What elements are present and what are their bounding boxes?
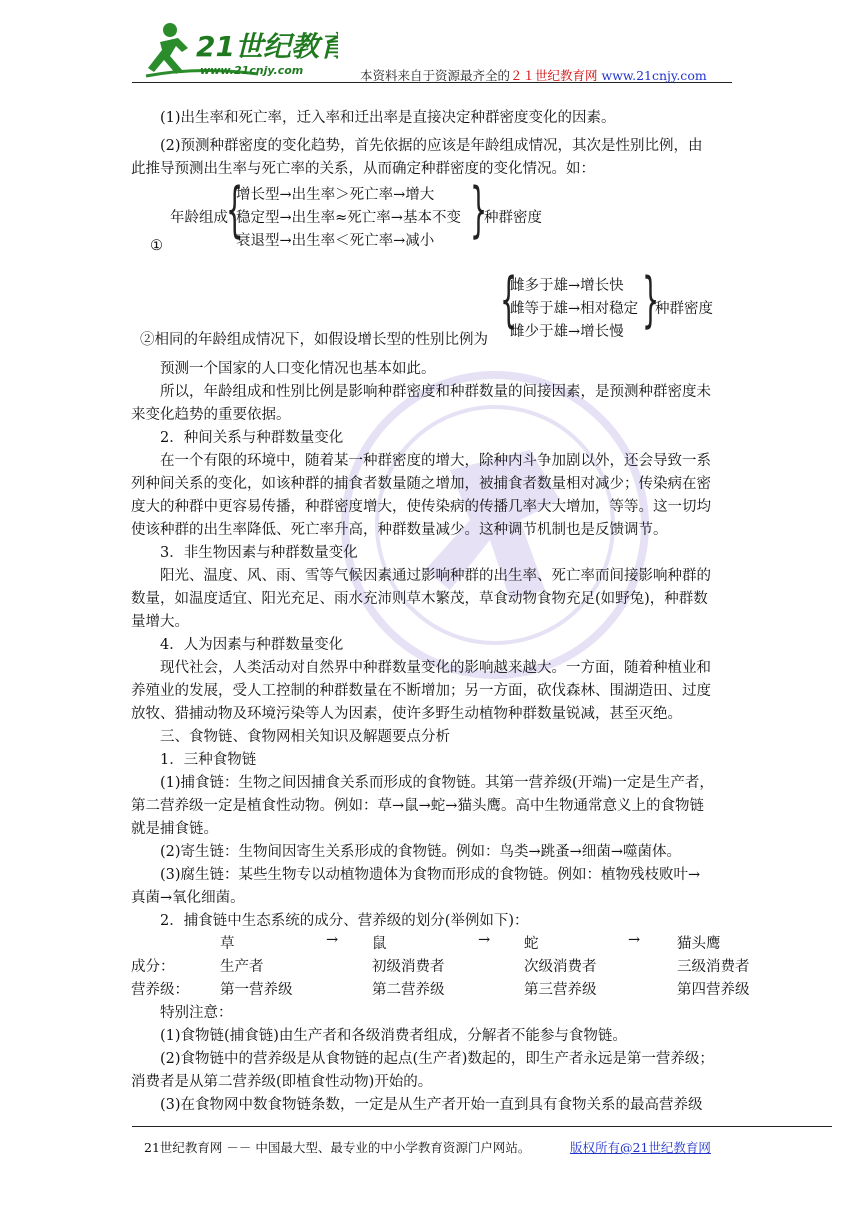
diagram-row: 雌多于雄→增长快 [510,278,624,294]
copyright-link[interactable]: 版权所有@21世纪教育网 [570,1140,711,1155]
arrow-icon: → [478,932,491,948]
source-prefix: 本资料来自于资源最齐全的 [360,68,511,83]
paragraph: (1)食物链(捕食链)由生产者和各级消费者组成，分解者不能参与食物链。 [160,1028,627,1044]
section-heading: 3．非生物因素与种群数量变化 [160,545,358,561]
diagram-row: 衰退型→出生率＜死亡率→减小 [236,233,435,249]
row-label: 成分： [131,959,175,975]
organism-cell: 蛇 [524,936,539,952]
source-site-link[interactable]: ２１世纪教育网 [510,68,598,83]
paragraph: 预测一个国家的人口变化情况也基本如此。 [160,361,436,377]
age-structure-label: 年龄组成 [170,210,228,226]
diagram-row: 增长型→出生率＞死亡率→增大 [236,187,435,203]
paragraph: 真菌→氧化细菌。 [131,890,245,906]
component-cell: 三级消费者 [677,959,750,975]
section-heading: 1．三种食物链 [160,752,257,768]
paragraph: 养殖业的发展，受人工控制的种群数量在不断增加；另一方面，砍伐森林、围湖造田、过度 [131,683,711,699]
paragraph: (1)捕食链：生物之间因捕食关系而形成的食物链。其第一营养级(开端)一定是生产者， [160,775,714,791]
paragraph: 所以，年龄组成和性别比例是影响种群密度和种群数量的间接因素，是预测种群密度未 [160,384,711,400]
right-brace-icon: } [642,265,660,335]
paragraph: 数量，如温度适宜、阳光充足、雨水充沛则草木繁茂，草食动物食物充足(如野兔)，种群数 [131,591,708,607]
diagram-row: 稳定型→出生率≈死亡率→基本不变 [236,210,461,226]
marker-one: ① [150,238,163,254]
component-cell: 生产者 [220,959,264,975]
left-brace-icon: { [500,265,518,335]
paragraph: 量增大。 [131,614,189,630]
paragraph: 消费者是从第二营养级(即植食性动物)开始的。 [131,1074,433,1090]
level-cell: 第三营养级 [524,982,597,998]
arrow-icon: → [628,932,641,948]
paragraph: (3)在食物网中数食物链条数，一定是从生产者开始一直到具有食物关系的最高营养级 [160,1097,703,1113]
paragraph: 放牧、猎捕动物及环境污染等人为因素，使许多野生动植物种群数量锐减，甚至灭绝。 [131,706,682,722]
right-brace-icon: } [470,175,488,245]
note-heading: 特别注意： [160,1005,233,1021]
organism-cell: 猫头鹰 [677,936,721,952]
paragraph: (2)食物链中的营养级是从食物链的起点(生产者)数起的，即生产者永远是第一营养级； [160,1051,714,1067]
section-heading: 2．种间关系与种群数量变化 [160,430,344,446]
paragraph: 第二营养级一定是植食性动物。例如：草→鼠→蛇→猫头鹰。高中生物通常意义上的食物链 [131,798,704,814]
source-note [360,66,707,84]
section-heading: 三、食物链、食物网相关知识及解题要点分析 [160,729,450,745]
footer-text: 21世纪教育网 －－ 中国最大型、最专业的中小学教育资源门户网站。 [144,1140,531,1155]
section-heading: 4．人为因素与种群数量变化 [160,637,344,653]
row-label: 营养级： [131,982,189,998]
component-cell: 初级消费者 [372,959,445,975]
paragraph: 阳光、温度、风、雨、雪等气候因素通过影响种群的出生率、死亡率而间接影响种群的 [160,568,711,584]
source-url-link[interactable]: www.21cnjy.com [601,68,707,83]
paragraph: (1)出生率和死亡率，迁入率和迁出率是直接决定种群密度变化的因素。 [160,110,616,126]
paragraph: (2)寄生链：生物间因寄生关系形成的食物链。例如：鸟类→跳蚤→细菌→噬菌体。 [160,844,681,860]
component-cell: 次级消费者 [524,959,597,975]
diagram-row: 雌等于雄→相对稳定 [510,301,639,317]
paragraph: 就是捕食链。 [131,821,218,837]
paragraph: (3)腐生链：某些生物专以动植物遗体为食物而形成的食物链。例如：植物残枝败叶→ [160,867,701,883]
left-brace-icon: { [226,175,244,245]
paragraph: (2)预测种群密度的变化趋势，首先依据的应该是年龄组成情况，其次是性别比例，由 [160,138,703,154]
paragraph: 来变化趋势的重要依据。 [131,407,291,423]
paragraph: 列种间关系的变化，如该种群的捕食者数量随之增加，被捕食者数量相对减少；传染病在密 [131,476,711,492]
organism-cell: 鼠 [372,936,387,952]
section-heading: 2．捕食链中生态系统的成分、营养级的划分(举例如下)： [160,913,529,929]
footer-rule [132,1126,832,1127]
arrow-icon: → [326,932,339,948]
level-cell: 第四营养级 [677,982,750,998]
logo-url: www.21cnjy.com [200,64,304,77]
population-density-label: 种群密度 [655,301,713,317]
paragraph: 度大的种群中更容易传播，种群密度增大，使传染病的传播几率大大增加，等等。这一切均 [131,499,711,515]
logo-wordmark: 21世纪教育 [196,30,338,63]
paragraph: 在一个有限的环境中，随着某一种群密度的增大，除种内斗争加剧以外，还会导致一系 [160,453,711,469]
site-logo [138,20,338,82]
paragraph: ②相同的年龄组成情况下，如假设增长型的性别比例为 [140,332,488,348]
population-density-label: 种群密度 [484,210,542,226]
paragraph: 现代社会，人类活动对自然界中种群数量变化的影响越来越大。一方面，随着种植业和 [160,660,711,676]
diagram-row: 雌少于雄→增长慢 [510,324,624,340]
level-cell: 第一营养级 [220,982,293,998]
level-cell: 第二营养级 [372,982,445,998]
paragraph: 使该种群的出生率降低、死亡率升高，种群数量减少。这种调节机制也是反馈调节。 [131,522,668,538]
organism-cell: 草 [220,936,235,952]
paragraph: 此推导预测出生率与死亡率的关系，从而确定种群密度的变化情况。如： [131,161,595,177]
